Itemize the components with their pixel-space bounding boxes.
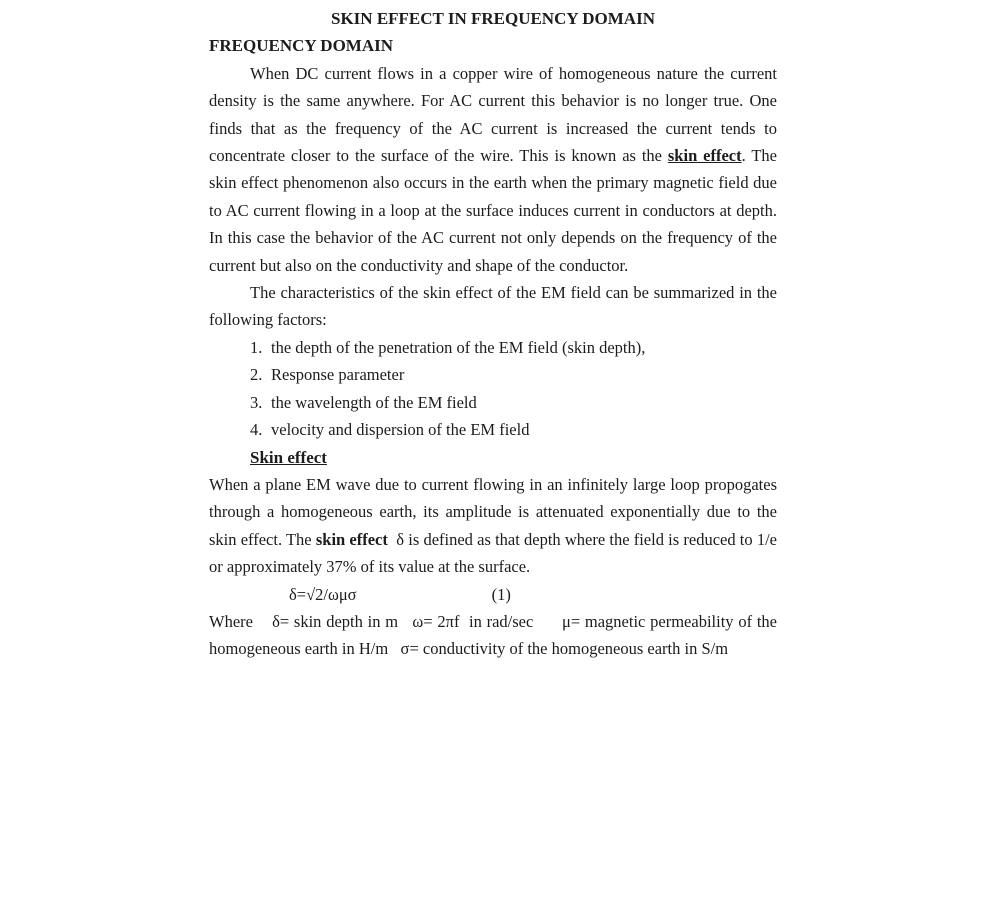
text-segment: When DC current flows in a copper wire of homogeneous nature the current density is the same anywhere. For AC current this behavior is no longer true. One finds that as the frequency of the AC current is increased the current tends to concentrate closer to the surface of the wire. This is known as the xyxy=(209,63,777,166)
paragraph-characteristics: The characteristics of the skin effect of the EM field can be summarized in the following factors: xyxy=(209,283,777,330)
list-marker: 4. xyxy=(250,420,263,440)
document-page xyxy=(209,5,777,663)
subheading-skin-effect xyxy=(209,444,777,471)
list-item-text: the depth of the penetration of the EM field (skin depth), xyxy=(271,337,646,357)
text-segment: δ is defined as that depth where the field is reduced to 1/e or approximately 37% of its value at the surface. xyxy=(209,529,777,577)
text-segment: . The skin effect phenomenon also occurs in the earth when the primary magnetic field due to AC current flowing in a loop at the surface induces current in conductors at depth. In this case the behavior of the AC current not only depends on the frequency of the current but also on the conductivity and shape of the conductor. xyxy=(209,146,777,275)
subheading-text: Skin effect xyxy=(250,447,327,467)
list-marker: 2. xyxy=(250,365,263,385)
list-marker: 1. xyxy=(250,337,263,357)
skin-effect-term-bold: skin effect xyxy=(315,529,388,549)
list-item-text: Response parameter xyxy=(271,365,405,385)
factor-item-3 xyxy=(209,389,777,416)
equation-formula: δ=√2/ωμσ xyxy=(289,584,357,604)
paragraph-where-definitions: Where δ= skin depth in m ω= 2πf in rad/sec μ= magnetic permeability of the homogeneous earth in H/m σ= conductivity of the homogeneous earth in S/m xyxy=(209,611,777,659)
factor-item-1 xyxy=(209,334,777,361)
factor-item-2 xyxy=(209,361,777,388)
paragraph-plane-wave xyxy=(209,471,777,581)
document-title: SKIN EFFECT IN FREQUENCY DOMAIN xyxy=(331,9,655,28)
list-item-text: the wavelength of the EM field xyxy=(271,392,477,412)
section-heading-frequency-domain: FREQUENCY DOMAIN xyxy=(209,36,394,56)
paragraph-skin-effect-intro xyxy=(209,60,777,279)
factor-item-4 xyxy=(209,416,777,443)
list-marker: 3. xyxy=(250,392,263,412)
text-segment: When a plane EM wave due to current flowing in an infinitely large loop propogates through a homogeneous earth, its amplitude is attenuated exponentially due to the skin effect. The xyxy=(209,474,777,549)
skin-effect-term-bold-underlined: skin effect xyxy=(667,146,742,166)
equation-line xyxy=(209,581,777,608)
factors-list xyxy=(209,334,777,444)
equation-number: (1) xyxy=(491,584,511,604)
list-item-text: velocity and dispersion of the EM field xyxy=(271,420,530,440)
